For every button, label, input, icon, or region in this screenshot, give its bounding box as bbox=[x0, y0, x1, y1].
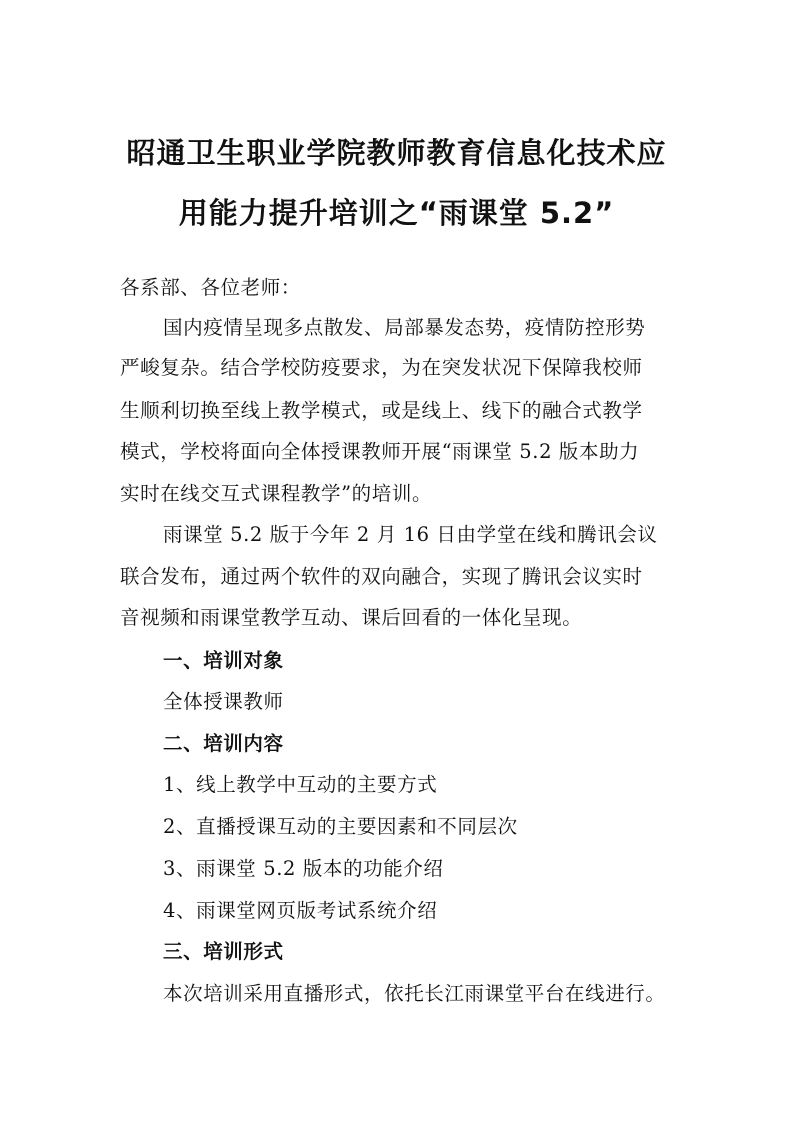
paragraph-2-line-3: 音视频和雨课堂教学互动、课后回看的一体化呈现。 bbox=[120, 606, 583, 629]
section-2-item-4: 4、雨课堂网页版考试系统介绍 bbox=[163, 899, 438, 922]
document-title-line-2: 用能力提升培训之“雨课堂 5.2” bbox=[178, 196, 615, 230]
section-1-heading: 一、培训对象 bbox=[163, 649, 284, 672]
paragraph-1-line-2: 严峻复杂。结合学校防疫要求，为在突发状况下保障我校师 bbox=[120, 356, 643, 379]
section-2-item-3: 3、雨课堂 5.2 版本的功能介绍 bbox=[163, 857, 444, 880]
section-3-body: 本次培训采用直播形式，依托长江雨课堂平台在线进行。 bbox=[163, 982, 666, 1005]
salutation: 各系部、各位老师： bbox=[120, 276, 301, 299]
paragraph-1-line-3: 生顺利切换至线上教学模式，或是线上、线下的融合式教学 bbox=[120, 399, 643, 422]
paragraph-2-line-1: 雨课堂 5.2 版于今年 2 月 16 日由学堂在线和腾讯会议 bbox=[163, 523, 658, 546]
section-2-item-1: 1、线上教学中互动的主要方式 bbox=[163, 773, 438, 796]
paragraph-1-line-1: 国内疫情呈现多点散发、局部暴发态势，疫情防控形势 bbox=[163, 316, 646, 339]
document-title-line-1: 昭通卫生职业学院教师教育信息化技术应 bbox=[126, 136, 667, 170]
paragraph-1-line-4: 模式，学校将面向全体授课教师开展“雨课堂 5.2 版本助力 bbox=[120, 440, 640, 463]
section-2-heading: 二、培训内容 bbox=[163, 732, 284, 755]
paragraph-2-line-2: 联合发布，通过两个软件的双向融合，实现了腾讯会议实时 bbox=[120, 565, 643, 588]
section-1-body: 全体授课教师 bbox=[163, 690, 284, 713]
section-2-item-2: 2、直播授课互动的主要因素和不同层次 bbox=[163, 815, 518, 838]
section-3-heading: 三、培训形式 bbox=[163, 940, 284, 963]
paragraph-1-line-5: 实时在线交互式课程教学”的培训。 bbox=[120, 482, 433, 505]
